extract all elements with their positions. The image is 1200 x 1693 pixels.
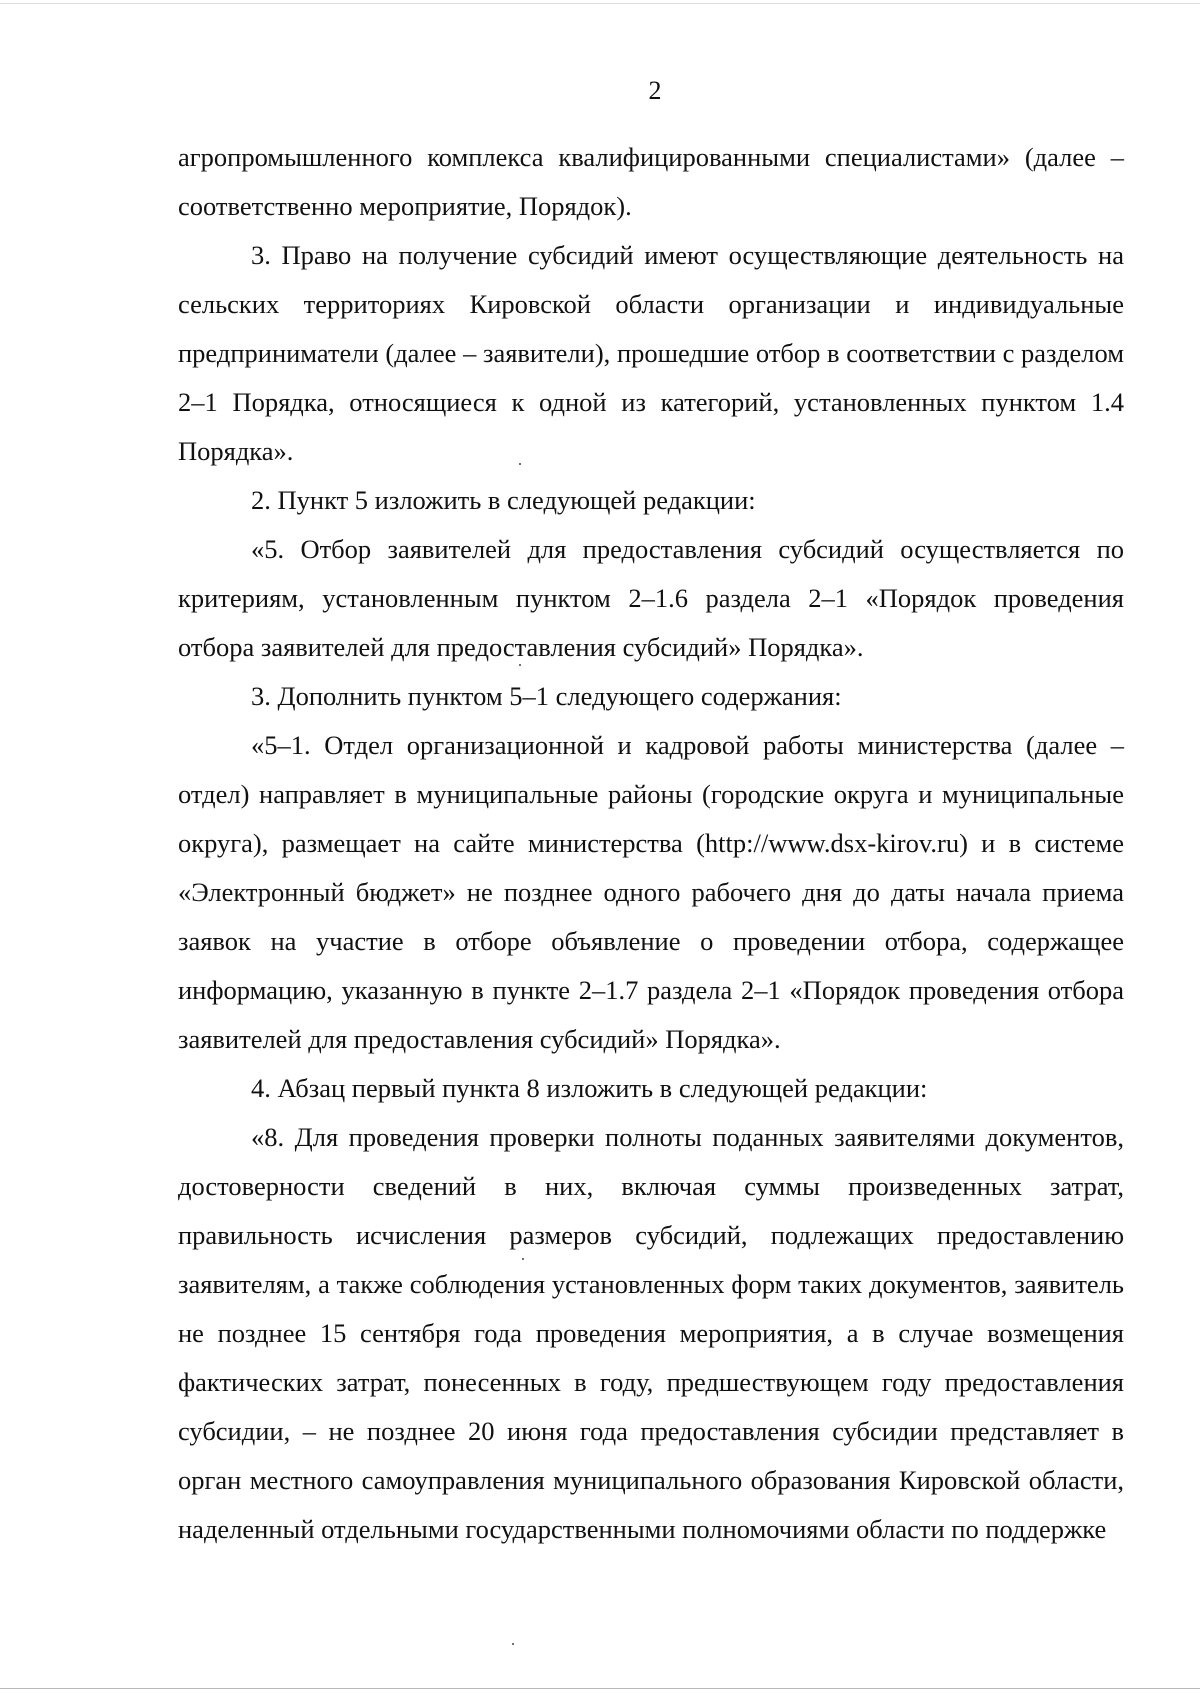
- document-body: [178, 133, 1124, 1554]
- paragraph-amendment-3: 3. Дополнить пунктом 5–1 следующего содержания:: [251, 681, 842, 711]
- paragraph-item-8-documents-check: «8. Для проведения проверки полноты поданных заявителями документов, достоверности сведений в них, включая суммы произведенных затрат, правильность исчисления размеров субсидий, подлежащих предоставлению заявителям, а также соблюдения установленных форм таких документов, заявитель не позднее 15 сентября года проведения мероприятия, а в случае возмещения фактических затрат, понесенных в году, предшествующем году предоставления субсидии, – не позднее 20 июня года предоставления субсидии представляет в орган местного самоуправления муниципального образования Кировской области, наделенный отдельными государственными полномочиями области по поддержке: [178, 1122, 1124, 1544]
- scan-edge-top: [0, 3, 1200, 4]
- paragraph-amendment-4: 4. Абзац первый пункта 8 изложить в следующей редакции:: [251, 1073, 928, 1103]
- scan-speck: [519, 463, 521, 465]
- paragraph-item-5-selection: «5. Отбор заявителей для предоставления субсидий осуществляется по критериям, установленным пунктом 2–1.6 раздела 2–1 «Порядок проведения отбора заявителей для предоставления субсидий» Порядка».: [178, 534, 1124, 662]
- paragraph-item-3-right-to-subsidies: 3. Право на получение субсидий имеют осуществляющие деятельность на сельских территориях Кировской области организации и индивидуальные предприниматели (далее – заявители), прошедшие отбор в соответствии с разделом 2–1 Порядка, относящиеся к одной из категорий, установленных пунктом 1.4 Порядка».: [178, 240, 1124, 466]
- paragraph-amendment-2: 2. Пункт 5 изложить в следующей редакции:: [251, 485, 756, 515]
- page-number: 2: [648, 76, 662, 105]
- scan-speck: [512, 1643, 514, 1645]
- scan-edge-bottom: [0, 1688, 1200, 1689]
- scan-speck: [519, 664, 521, 666]
- paragraph-continuation: агропромышленного комплекса квалифицированными специалистами» (далее – соответственно мероприятие, Порядок).: [178, 142, 1124, 221]
- paragraph-item-5-1-announcement: «5–1. Отдел организационной и кадровой работы министерства (далее – отдел) направляет в муниципальные районы (городские округа и муниципальные округа), размещает на сайте министерства (http://www.dsx-kirov.ru) и в системе «Электронный бюджет» не позднее одного рабочего дня до даты начала приема заявок на участие в отборе объявление о проведении отбора, содержащее информацию, указанную в пункте 2–1.7 раздела 2–1 «Порядок проведения отбора заявителей для предоставления субсидий» Порядка».: [178, 730, 1124, 1054]
- scan-speck: [522, 1258, 524, 1260]
